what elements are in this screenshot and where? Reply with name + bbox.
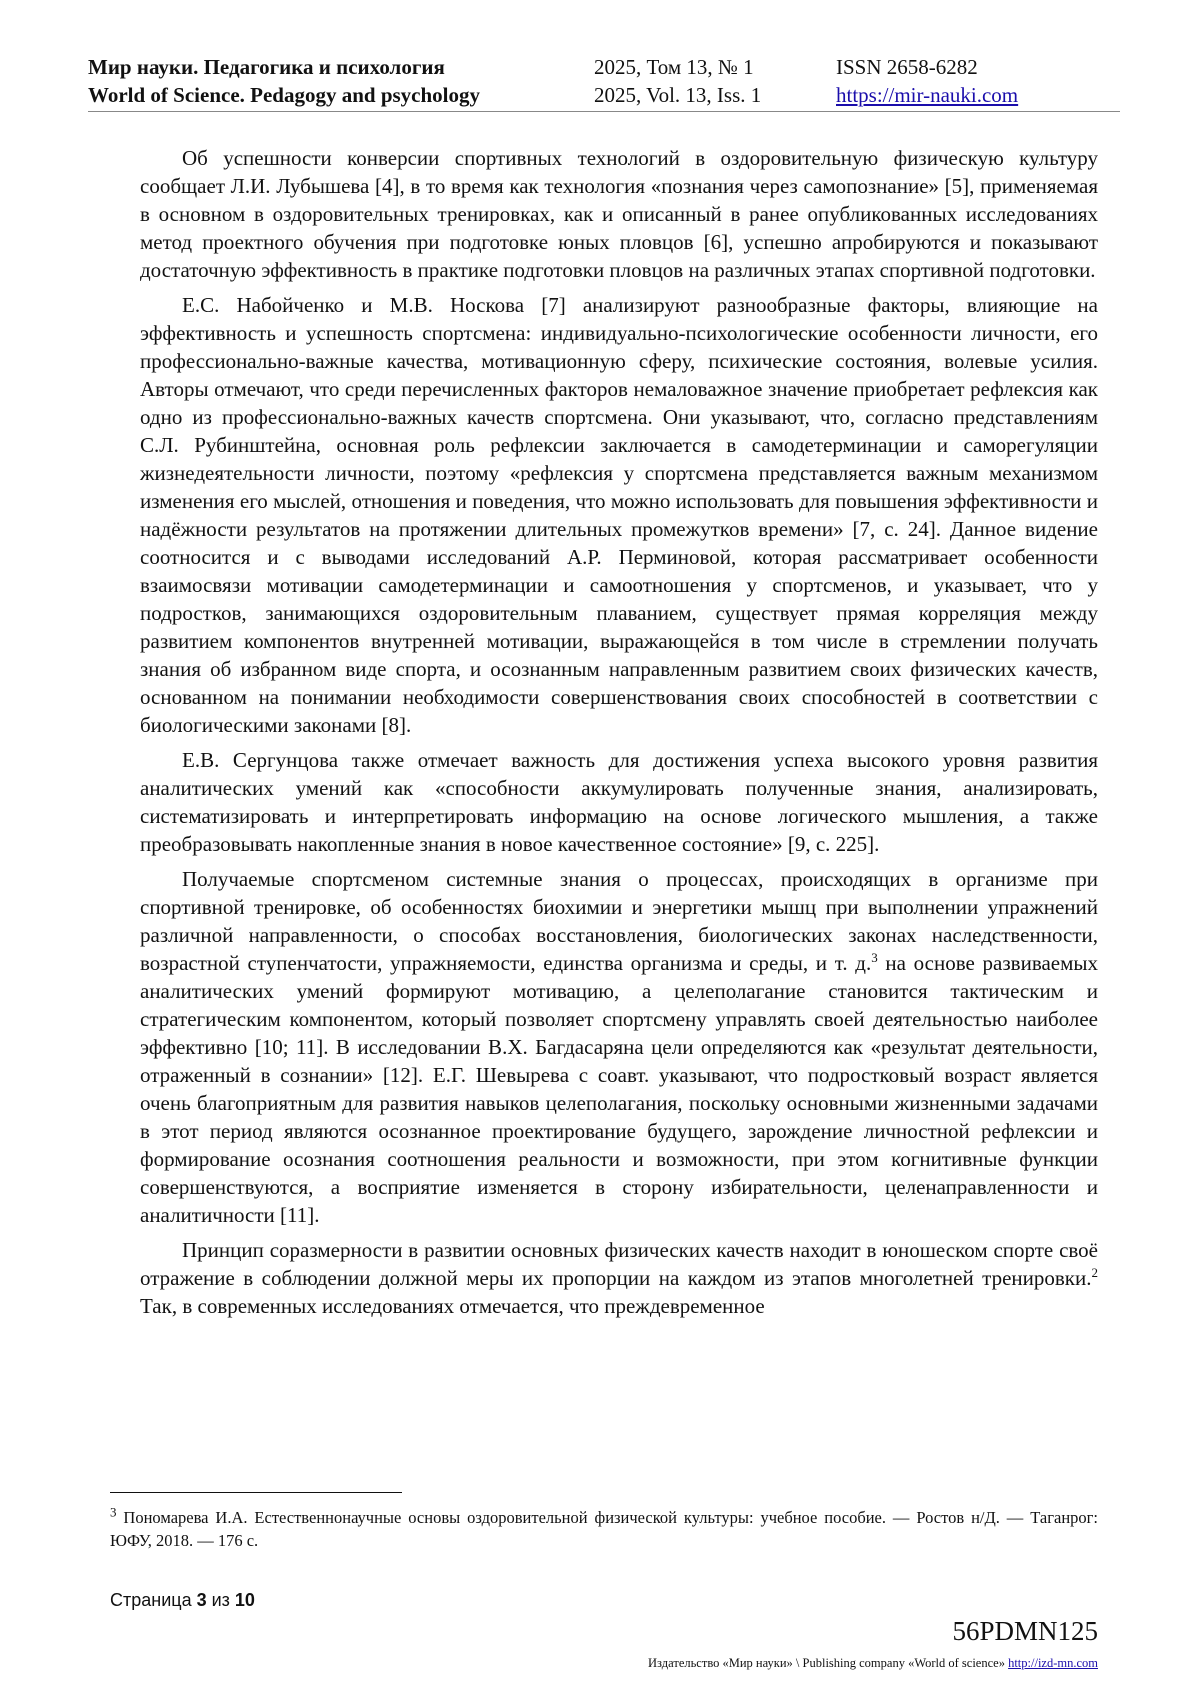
footnote-ref-3[interactable]: 3 bbox=[871, 950, 878, 965]
article-code: 56PDMN125 bbox=[952, 1616, 1098, 1646]
issue-info bbox=[594, 53, 761, 109]
page-current: 3 bbox=[196, 1590, 207, 1610]
page-label: Страница bbox=[110, 1590, 197, 1610]
paragraph-5 bbox=[140, 1236, 1098, 1320]
page-total: 10 bbox=[234, 1590, 255, 1610]
footnote-text: Пономарева И.А. Естественнонаучные основы оздоровительной физической культуры: учебное пособие. — Ростов н/Д. — Таганрог: ЮФУ, 2018. — 176 с. bbox=[110, 1508, 1098, 1550]
paragraph-1: Об успешности конверсии спортивных технологий в оздоровительную физическую культуру сообщает Л.И. Лубышева [4], в то время как технология «познания через самопознание» [5], применяемая в основном в оздоровительных тренировках, как и описанный в ранее опубликованных исследованиях метод проектного обучения при подготовке юных пловцов [6], успешно апробируются и показывают достаточную эффективность в практике подготовки пловцов на различных этапах спортивной подготовки. bbox=[140, 146, 1098, 282]
paragraph-5-part-1: Принцип соразмерности в развитии основных физических качеств находит в юношеском спорте своё отражение в соблюдении должной меры их пропорции на каждом из этапов многолетней тренировки. bbox=[140, 1238, 1098, 1290]
page-header bbox=[88, 53, 1120, 111]
footnote bbox=[110, 1506, 1098, 1552]
journal-title-ru: Мир науки. Педагогика и психология bbox=[88, 55, 445, 79]
paragraph-5-part-2: Так, в современных исследованиях отмечается, что преждевременное bbox=[140, 1294, 765, 1318]
issn-block bbox=[836, 53, 1018, 109]
page-of: из bbox=[206, 1590, 235, 1610]
paragraph-4 bbox=[140, 865, 1098, 1229]
footnote-mark: 3 bbox=[110, 1504, 117, 1520]
paragraph-2: Е.С. Набойченко и М.В. Носкова [7] анализируют разнообразные факторы, влияющие на эффективность и успешность спортсмена: индивидуально-психологические особенности личности, его профессионально-важные качества, мотивационную сферу, психические состояния, волевые усилия. Авторы отмечают, что среди перечисленных факторов немаловажное значение приобретает рефлексия как одно из профессионально-важных качеств спортсмена. Они указывают, что, согласно представлениям С.Л. Рубинштейна, основная роль рефлексии заключается в самодетерминации и саморегуляции жизнедеятельности личности, поэтому «рефлексия у спортсмена представляется важным механизмом изменения его мыслей, отношения и поведения, что можно использовать для повышения эффективности и надёжности результатов на протяжении длительных промежутков времени» [7, с. 24]. Данное видение соотносится и с выводами исследований А.Р. Перминовой, которая рассматривает особенности взаимосвязи мотивации самодетерминации и самоотношения у спортсменов, и указывает, что у подростков, занимающихся оздоровительным плаванием, существует прямая корреляция между развитием компонентов внутренней мотивации, выражающейся в том числе в стремлении получать знания об избранном виде спорта, и осознанным направленным развитием своих физических качеств, основанном на понимании необходимости совершенствования своих способностей в соответствии с биологическими законами [8]. bbox=[140, 293, 1098, 737]
paragraph-4-part-2: на основе развиваемых аналитических умений формируют мотивацию, а целеполагание становится тактическим и стратегическим компонентом, который позволяет спортсмену управлять своей деятельностью наиболее эффективно [10; 11]. В исследовании В.Х. Багдасаряна цели определяются как «результат деятельности, отраженный в сознании» [12]. Е.Г. Шевырева с соавт. указывают, что подростковый возраст является очень благоприятным для развития навыков целеполагания, поскольку основными жизненными задачами в этот период являются осознанное проектирование будущего, зарождение личностной рефлексии и формирование осознания соотношения реальности и возможности, при этом когнитивные функции совершенствуются, а восприятие изменяется в сторону избирательности, целенаправленности и аналитичности [11]. bbox=[140, 951, 1099, 1227]
publisher-line bbox=[648, 1656, 1098, 1671]
paragraph-3: Е.В. Сергунцова также отмечает важность для достижения успеха высокого уровня развития аналитических умений как «способности аккумулировать полученные знания, анализировать, систематизировать и интерпретировать информацию на основе логического мышления, а также преобразовывать накопленные знания в новое качественное состояние» [9, с. 225]. bbox=[140, 748, 1098, 856]
journal-url-link[interactable]: https://mir-nauki.com bbox=[836, 83, 1019, 107]
issue-ru: 2025, Том 13, № 1 bbox=[594, 55, 754, 79]
footnote-divider bbox=[110, 1492, 402, 1493]
publisher-link[interactable]: http://izd-mn.com bbox=[1008, 1656, 1098, 1670]
article-body bbox=[140, 144, 1098, 1327]
publisher-text: Издательство «Мир науки» \ Publishing company «World of science» bbox=[648, 1656, 1009, 1670]
issn: ISSN 2658-6282 bbox=[836, 55, 978, 79]
journal-title-en: World of Science. Pedagogy and psychology bbox=[88, 83, 481, 107]
footnote-ref-2[interactable]: 2 bbox=[1091, 1265, 1098, 1280]
header-divider bbox=[88, 111, 1120, 112]
issue-en: 2025, Vol. 13, Iss. 1 bbox=[594, 83, 762, 107]
paragraph-4-part-1: Получаемые спортсменом системные знания о процессах, происходящих в организме при спортивной тренировке, об особенностях биохимии и энергетики мышц при выполнении упражнений различной направленности, о способах восстановления, биологических законах наследственности, возрастной ступенчатости, упражняемости, единства организма и среды, и т. д. bbox=[140, 867, 1098, 975]
page-number bbox=[110, 1590, 255, 1611]
journal-title bbox=[88, 53, 480, 109]
